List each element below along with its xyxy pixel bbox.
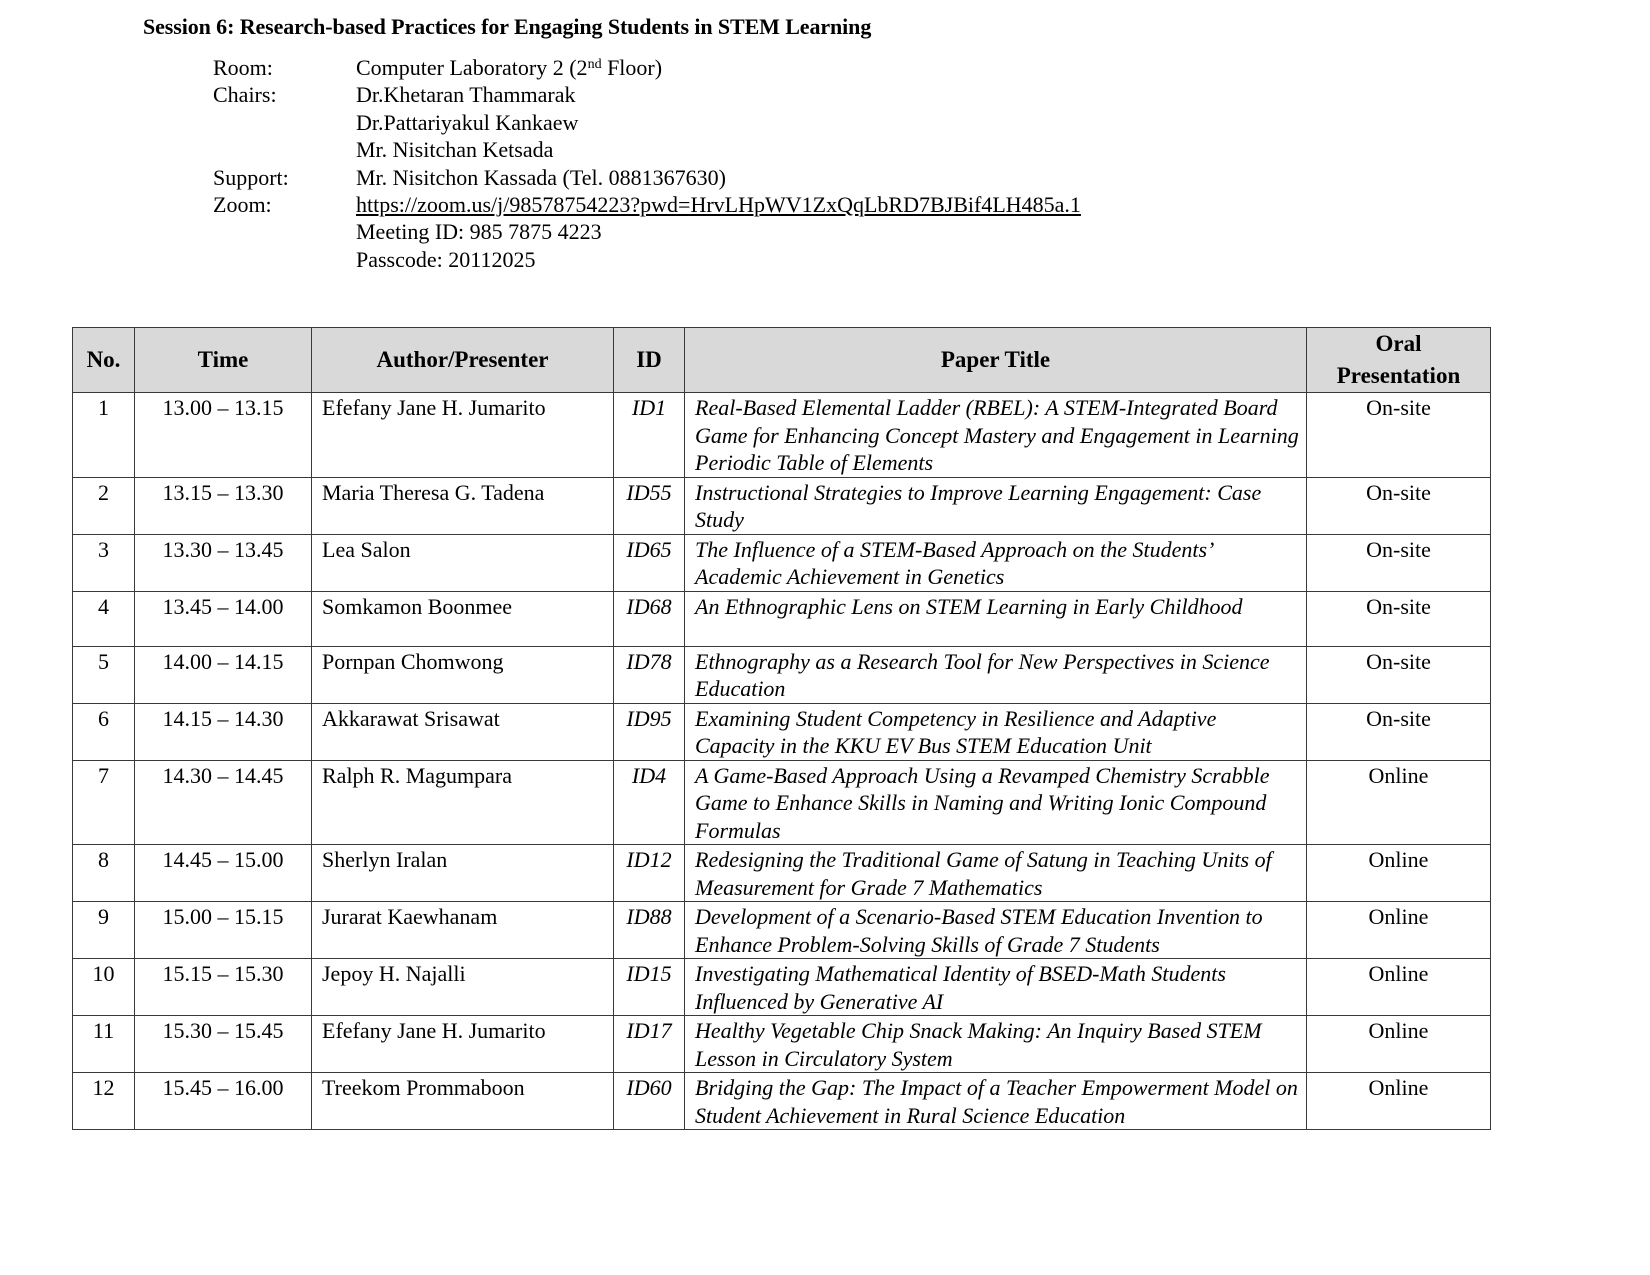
row-paper-title: Instructional Strategies to Improve Learning Engagement: Case Study — [685, 477, 1307, 534]
table-row — [73, 703, 1491, 760]
table-row — [73, 959, 1491, 1016]
row-author: Pornpan Chomwong — [312, 646, 614, 703]
row-paper-title: Redesigning the Traditional Game of Satung in Teaching Units of Measurement for Grade 7 Mathematics — [685, 845, 1307, 902]
row-author: Efefany Jane H. Jumarito — [312, 393, 614, 478]
row-number: 1 — [73, 393, 135, 478]
row-time: 13.15 – 13.30 — [135, 477, 312, 534]
header-id: ID — [614, 328, 685, 393]
row-paper-title: The Influence of a STEM-Based Approach on the Students’ Academic Achievement in Genetics — [685, 534, 1307, 591]
header-time: Time — [135, 328, 312, 393]
row-paper-title: A Game-Based Approach Using a Revamped Chemistry Scrabble Game to Enhance Skills in Naming and Writing Ionic Compound Formulas — [685, 760, 1307, 845]
row-id: ID65 — [614, 534, 685, 591]
row-paper-title: Development of a Scenario-Based STEM Education Invention to Enhance Problem-Solving Skills of Grade 7 Students — [685, 902, 1307, 959]
table-row — [73, 534, 1491, 591]
row-time: 14.00 – 14.15 — [135, 646, 312, 703]
chair-name: Dr.Khetaran Thammarak — [356, 82, 576, 108]
row-time: 14.15 – 14.30 — [135, 703, 312, 760]
row-number: 11 — [73, 1016, 135, 1073]
table-row — [73, 393, 1491, 478]
row-number: 12 — [73, 1073, 135, 1130]
row-number: 9 — [73, 902, 135, 959]
chairs-row — [213, 136, 1081, 163]
chair-name: Dr.Pattariyakul Kankaew — [356, 109, 579, 135]
zoom-row — [213, 191, 1081, 218]
table-row — [73, 591, 1491, 646]
row-author: Sherlyn Iralan — [312, 845, 614, 902]
row-presentation-mode: Online — [1307, 959, 1491, 1016]
room-value — [356, 54, 662, 81]
row-author: Ralph R. Magumpara — [312, 760, 614, 845]
table-row — [73, 1016, 1491, 1073]
zoom-link[interactable]: https://zoom.us/j/98578754223?pwd=HrvLHpWV1ZxQqLbRD7BJBif4LH485a.1 — [356, 191, 1081, 217]
row-author: Maria Theresa G. Tadena — [312, 477, 614, 534]
support-label: Support: — [213, 164, 289, 190]
table-header-row — [73, 328, 1491, 393]
row-time: 14.45 – 15.00 — [135, 845, 312, 902]
row-id: ID55 — [614, 477, 685, 534]
row-author: Akkarawat Srisawat — [312, 703, 614, 760]
header-oral-presentation — [1307, 328, 1491, 393]
table-row — [73, 845, 1491, 902]
header-paper-title: Paper Title — [685, 328, 1307, 393]
row-paper-title: An Ethnographic Lens on STEM Learning in Early Childhood — [685, 591, 1307, 646]
row-time: 13.45 – 14.00 — [135, 591, 312, 646]
row-presentation-mode: On-site — [1307, 703, 1491, 760]
session-info — [213, 54, 1081, 273]
table-row — [73, 1073, 1491, 1130]
room-row — [213, 54, 1081, 81]
schedule-table — [72, 327, 1491, 1130]
row-id: ID78 — [614, 646, 685, 703]
row-paper-title: Examining Student Competency in Resilience and Adaptive Capacity in the KKU EV Bus STEM Education Unit — [685, 703, 1307, 760]
row-author: Jurarat Kaewhanam — [312, 902, 614, 959]
row-id: ID1 — [614, 393, 685, 478]
session-title: Session 6: Research-based Practices for Engaging Students in STEM Learning — [143, 14, 872, 39]
row-time: 13.30 – 13.45 — [135, 534, 312, 591]
room-value-text: Computer Laboratory 2 (2 — [356, 55, 588, 80]
table-row — [73, 646, 1491, 703]
header-no: No. — [73, 328, 135, 393]
row-time: 14.30 – 14.45 — [135, 760, 312, 845]
chairs-label: Chairs: — [213, 82, 277, 108]
row-author: Treekom Prommaboon — [312, 1073, 614, 1130]
row-time: 15.30 – 15.45 — [135, 1016, 312, 1073]
row-presentation-mode: Online — [1307, 1016, 1491, 1073]
empty-label — [213, 109, 356, 136]
empty-label — [213, 246, 356, 273]
row-presentation-mode: On-site — [1307, 534, 1491, 591]
passcode: Passcode: 20112025 — [356, 246, 536, 272]
row-number: 8 — [73, 845, 135, 902]
row-id: ID95 — [614, 703, 685, 760]
header-mode-line2: Presentation — [1336, 363, 1461, 388]
table-row — [73, 760, 1491, 845]
row-id: ID60 — [614, 1073, 685, 1130]
row-id: ID15 — [614, 959, 685, 1016]
header-mode-line1: Oral — [1375, 331, 1422, 356]
room-label: Room: — [213, 55, 273, 80]
row-presentation-mode: Online — [1307, 1073, 1491, 1130]
table-row — [73, 477, 1491, 534]
chairs-row — [213, 81, 1081, 108]
row-number: 4 — [73, 591, 135, 646]
row-number: 7 — [73, 760, 135, 845]
row-paper-title: Ethnography as a Research Tool for New Perspectives in Science Education — [685, 646, 1307, 703]
meeting-id: Meeting ID: 985 7875 4223 — [356, 219, 602, 245]
row-number: 10 — [73, 959, 135, 1016]
chair-name: Mr. Nisitchan Ketsada — [356, 137, 554, 163]
empty-label — [213, 136, 356, 163]
row-presentation-mode: Online — [1307, 760, 1491, 845]
row-presentation-mode: On-site — [1307, 591, 1491, 646]
zoom-label: Zoom: — [213, 191, 272, 217]
row-presentation-mode: On-site — [1307, 477, 1491, 534]
row-id: ID12 — [614, 845, 685, 902]
room-value-superscript: nd — [587, 57, 602, 72]
row-number: 2 — [73, 477, 135, 534]
row-author: Lea Salon — [312, 534, 614, 591]
row-id: ID17 — [614, 1016, 685, 1073]
row-id: ID4 — [614, 760, 685, 845]
room-value-suffix: Floor) — [601, 55, 663, 80]
row-presentation-mode: Online — [1307, 845, 1491, 902]
row-time: 13.00 – 13.15 — [135, 393, 312, 478]
row-number: 3 — [73, 534, 135, 591]
support-value: Mr. Nisitchon Kassada (Tel. 0881367630) — [356, 164, 726, 190]
row-time: 15.00 – 15.15 — [135, 902, 312, 959]
row-id: ID68 — [614, 591, 685, 646]
support-row — [213, 164, 1081, 191]
row-author: Somkamon Boonmee — [312, 591, 614, 646]
row-presentation-mode: Online — [1307, 902, 1491, 959]
row-paper-title: Bridging the Gap: The Impact of a Teacher Empowerment Model on Student Achievement in Rural Science Education — [685, 1073, 1307, 1130]
row-presentation-mode: On-site — [1307, 393, 1491, 478]
row-number: 5 — [73, 646, 135, 703]
header-author: Author/Presenter — [312, 328, 614, 393]
row-paper-title: Real-Based Elemental Ladder (RBEL): A STEM-Integrated Board Game for Enhancing Concept Mastery and Engagement in Learning Periodic Table of Elements — [685, 393, 1307, 478]
row-paper-title: Investigating Mathematical Identity of BSED-Math Students Influenced by Generative AI — [685, 959, 1307, 1016]
row-author: Efefany Jane H. Jumarito — [312, 1016, 614, 1073]
meeting-id-row — [213, 218, 1081, 245]
empty-label — [213, 218, 356, 245]
row-presentation-mode: On-site — [1307, 646, 1491, 703]
row-time: 15.15 – 15.30 — [135, 959, 312, 1016]
row-paper-title: Healthy Vegetable Chip Snack Making: An Inquiry Based STEM Lesson in Circulatory System — [685, 1016, 1307, 1073]
row-number: 6 — [73, 703, 135, 760]
row-author: Jepoy H. Najalli — [312, 959, 614, 1016]
chairs-row — [213, 109, 1081, 136]
row-id: ID88 — [614, 902, 685, 959]
passcode-row — [213, 246, 1081, 273]
row-time: 15.45 – 16.00 — [135, 1073, 312, 1130]
table-row — [73, 902, 1491, 959]
